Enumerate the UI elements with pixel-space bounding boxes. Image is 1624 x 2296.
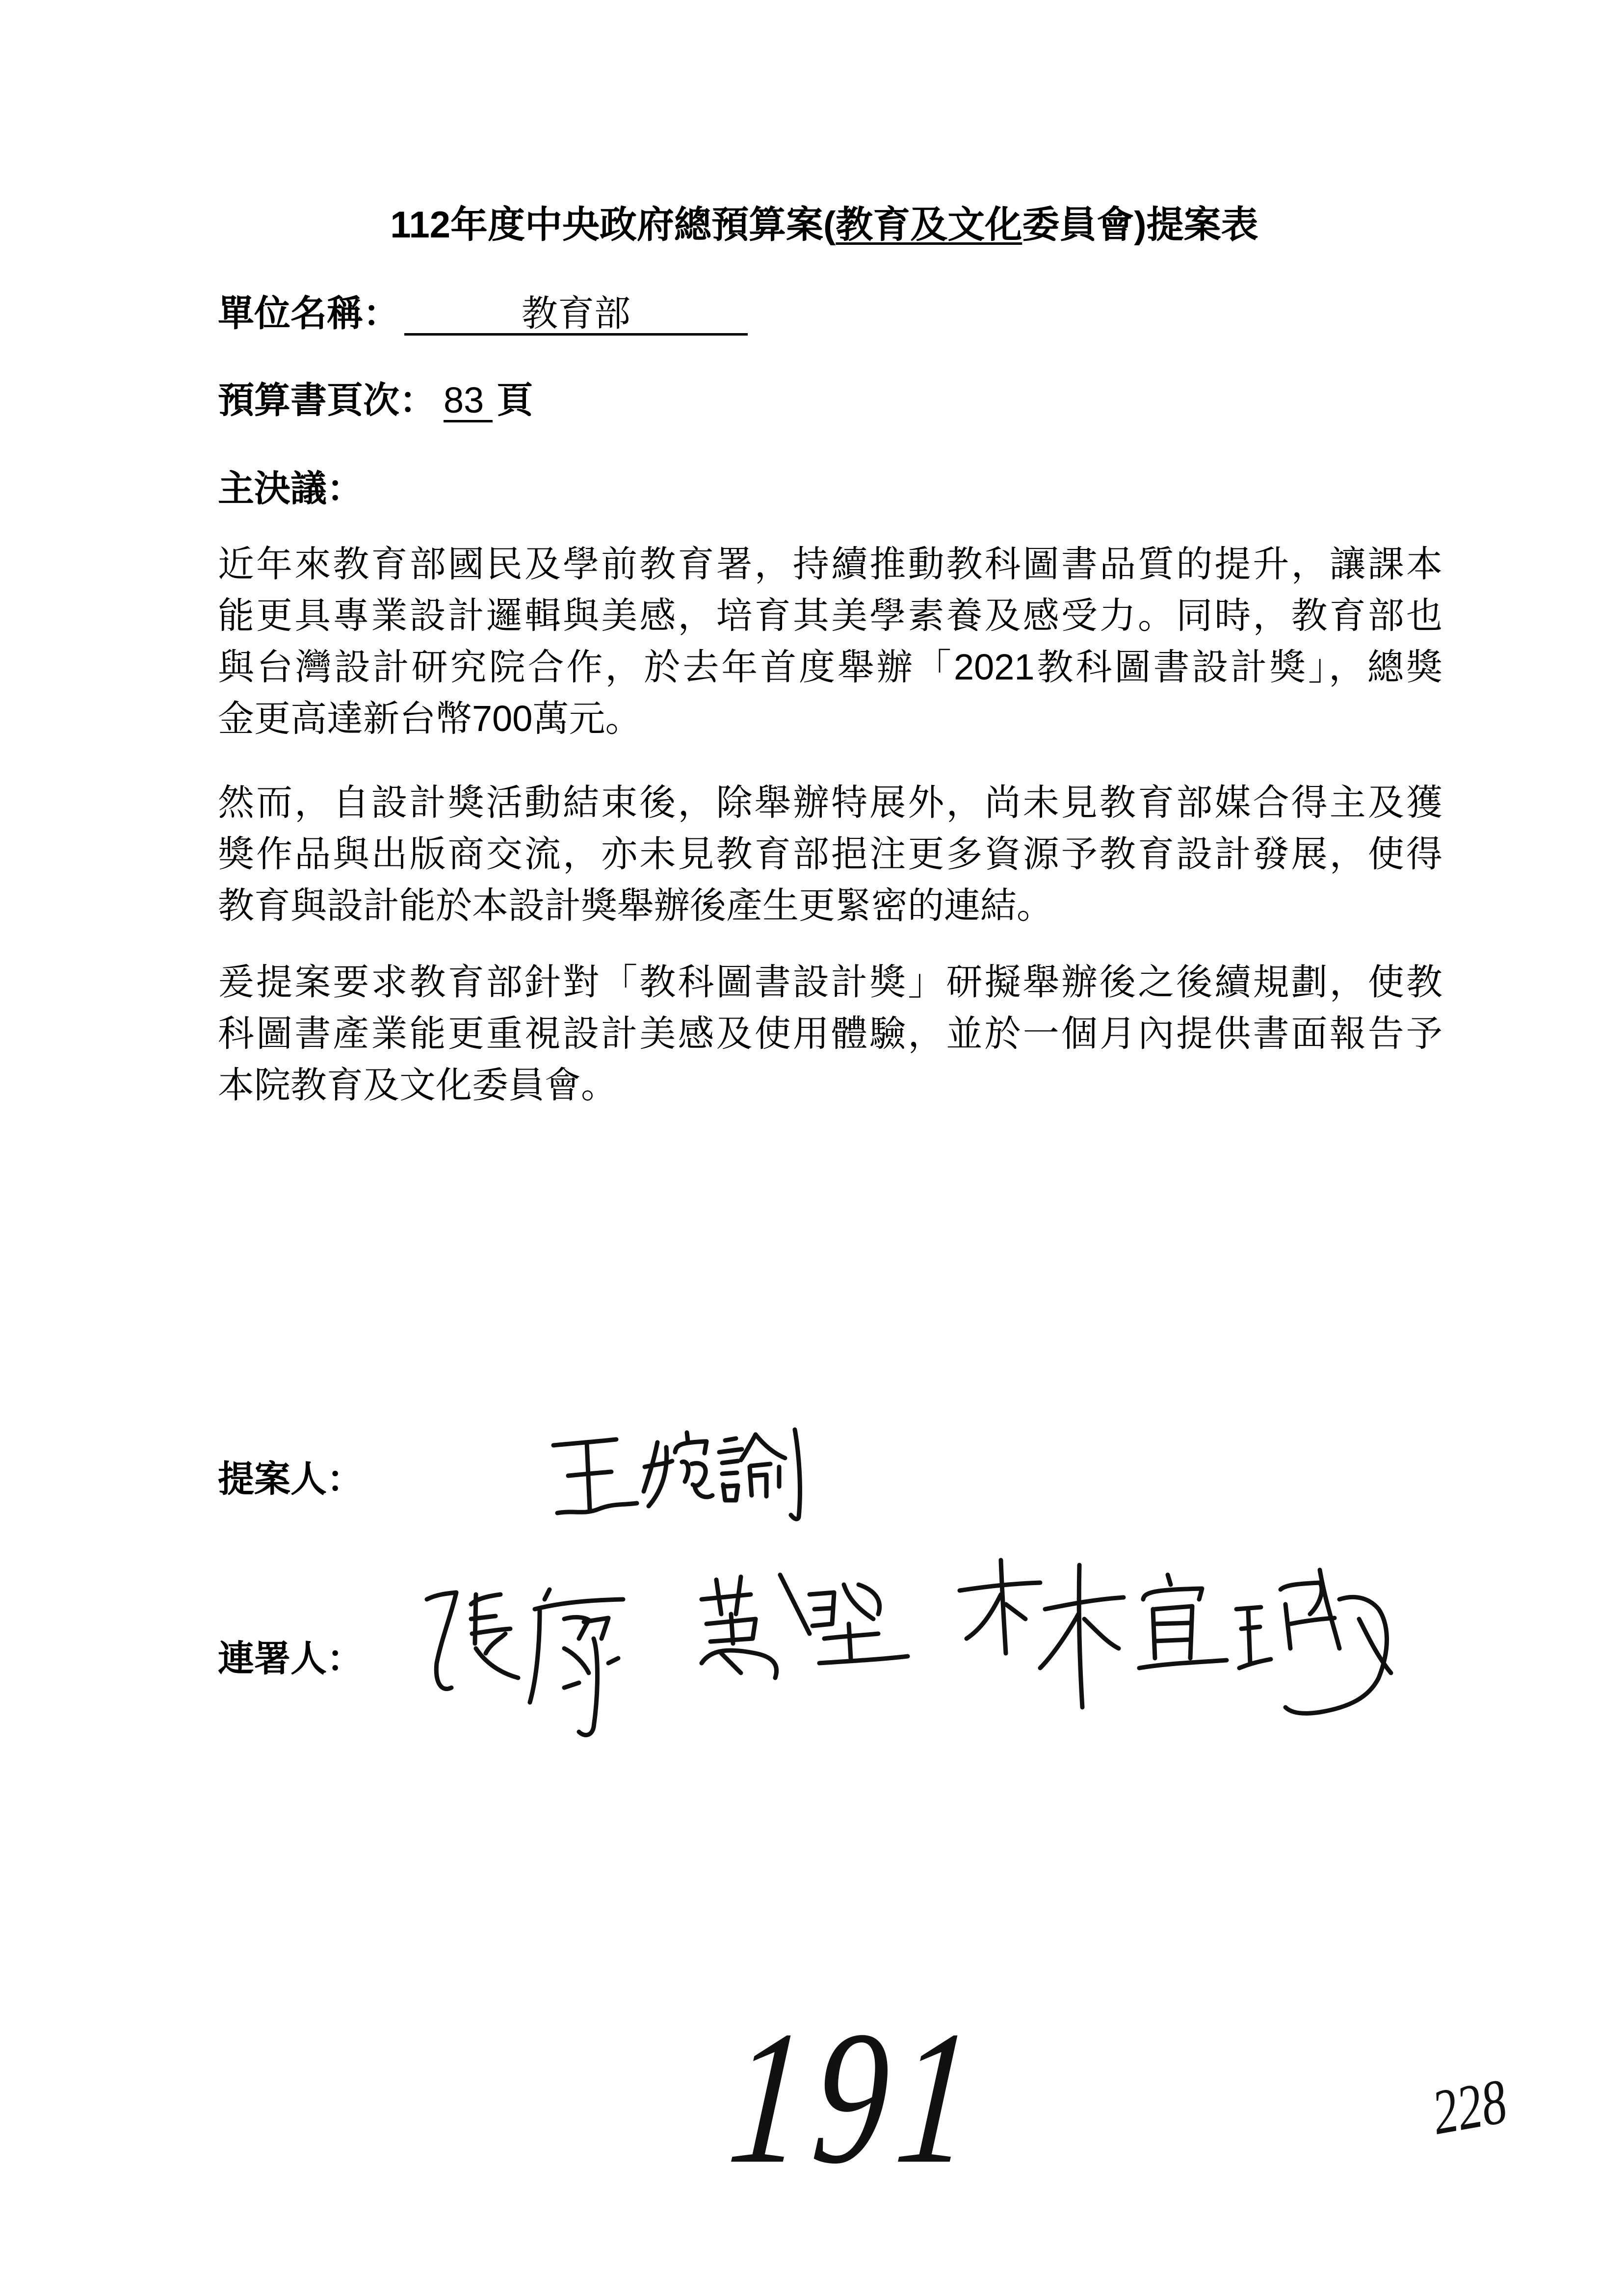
cosigner-signature (947, 1550, 1408, 1727)
main-resolution-row (218, 464, 363, 513)
form-title-suffix: 委員會)提案表 (1022, 204, 1258, 246)
paragraph-line: 然而，自設計獎活動結束後，除舉辦特展外，尚未見教育部媒合得主及獲 (218, 782, 1442, 823)
cosigner-signature (417, 1565, 917, 1751)
cosigner-row (218, 1634, 363, 1683)
handwritten-page-number: 191 (722, 1991, 990, 2203)
resolution-paragraph (218, 956, 1442, 1111)
paragraph-line: 金更高達新台幣700萬元。 (218, 698, 642, 739)
resolution-paragraph (218, 777, 1442, 931)
unit-name-value: 教育部 (404, 294, 748, 336)
paragraph-line: 本院教育及文化委員會。 (218, 1065, 617, 1105)
form-title-prefix: 112年度中央政府總預算案( (390, 204, 836, 246)
paragraph-line: 獎作品與出版商交流，亦未見教育部挹注更多資源予教育設計發展，使得 (218, 834, 1442, 874)
paragraph-line: 爰提案要求教育部針對「教科圖書設計獎」研擬舉辦後之後續規劃，使教 (218, 962, 1442, 1002)
proposer-row (218, 1455, 363, 1504)
handwritten-mark: 228 (1427, 2065, 1512, 2148)
unit-name-row (218, 289, 748, 338)
paragraph-line: 能更具專業設計邏輯與美感，培育其美學素養及感受力。同時，教育部也 (218, 595, 1442, 636)
resolution-paragraph (218, 538, 1442, 744)
committee-name-underlined: 教育及文化 (836, 204, 1022, 246)
budget-page-number: 83 (444, 381, 493, 422)
unit-name-label: 單位名稱： (218, 293, 399, 334)
paragraph-line: 科圖書產業能更重視設計美感及使用體驗，並於一個月內提供書面報告予 (218, 1013, 1442, 1054)
budget-page-row (218, 376, 533, 425)
paragraph-line: 教育與設計能於本設計獎舉辦後產生更緊密的連結。 (218, 885, 1053, 926)
budget-page-suffix: 頁 (497, 380, 533, 420)
paragraph-line: 近年來教育部國民及學前教育署，持續推動教科圖書品質的提升，讓課本 (218, 544, 1442, 584)
proposer-signature (540, 1413, 814, 1531)
paragraph-line: 與台灣設計研究院合作，於去年首度舉辦「2021教科圖書設計獎」，總獎 (218, 647, 1442, 687)
proposer-label: 提案人： (218, 1459, 363, 1499)
form-title (0, 201, 1624, 250)
main-resolution-label: 主決議： (218, 468, 363, 509)
budget-page-label: 預算書頁次： (218, 380, 436, 420)
cosigner-label: 連署人： (218, 1638, 363, 1679)
